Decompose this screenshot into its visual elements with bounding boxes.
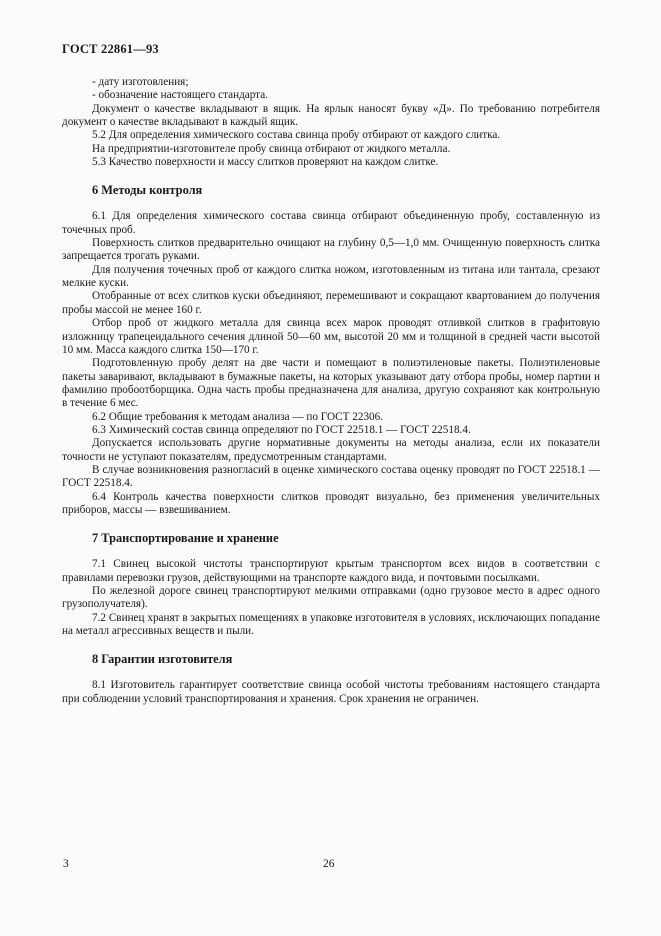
paragraph: 7.2 Свинец хранят в закрытых помещениях в упаковке изготовителя в условиях, исключающих попадание на металл агрессивных веществ и пыли. [62,611,600,638]
section-heading-7: 7 Транспортирование и хранение [92,531,279,546]
paragraph: 8.1 Изготовитель гарантирует соответствие свинца особой чистоты требованиям настоящего стандарта при соблюдении условий транспортирования и хранения. Срок хранения не ограничен. [62,679,600,705]
paragraph: Документ о качестве вкладывают в ящик. На ярлык наносят букву «Д». По требованию потребителя документ о качестве вкладывают в каждый ящик. [62,102,600,129]
page-number: 26 [323,858,335,870]
list-item: - обозначение настоящего стандарта. [92,89,268,102]
paragraph: 5.2 Для определения химического состава свинца пробу отбирают от каждого слитка. [92,129,501,142]
paragraph: В случае возникновения разногласий в оценке химического состава оценку проводят по ГОСТ 22518.1 — ГОСТ 22518.4. [62,463,600,490]
paragraph: Для получения точечных проб от каждого слитка ножом, изготовленным из титана или тантала, срезают мелкие куски. [62,263,600,290]
paragraph: 6.1 Для определения химического состава свинца отбирают объединенную пробу, составленную из точечных проб. [62,210,600,236]
footer-left-number: 3 [63,858,69,870]
paragraph: Отобранные от всех слитков куски объединяют, перемешивают и сокращают квартованием до получения пробы массой не менее 160 г. [62,290,600,316]
document-body [62,76,600,706]
list-item: - дату изготовления; [92,76,189,88]
paragraph: На предприятии-изготовителе пробу свинца отбирают от жидкого металла. [92,142,451,155]
paragraph: 6.3 Химический состав свинца определяют по ГОСТ 22518.1 — ГОСТ 22518.4. [92,423,471,436]
paragraph: 7.1 Свинец высокой чистоты транспортируют крытым транспортом всех видов в соответствии с правилами перевозки грузов, действующими на транспорте каждого вида, и почтовыми посылками. [62,558,600,584]
paragraph: 6.4 Контроль качества поверхности слитков проводят визуально, без применения увеличительных приборов, массы — взвешиванием. [62,490,600,516]
paragraph: 6.2 Общие требования к методам анализа — по ГОСТ 22306. [92,410,384,423]
document-code-header: ГОСТ 22861—93 [62,42,159,56]
paragraph: Допускается использовать другие нормативные документы на методы анализа, если их показатели точности не уступают показателям, предусмотренным стандартами. [62,437,600,463]
paragraph: Подготовленную пробу делят на две части и помещают в полиэтиленовые пакеты. Полиэтиленовые пакеты заваривают, вкладывают в бумажные пакеты, на которых указывают дату отбора пробы, номер партии и фамилию пробоотборщика. Одна часть пробы предназначена для анализа, другую сохраняют как контрольную в течение 6 мес. [62,357,600,410]
paragraph: Отбор проб от жидкого металла для свинца всех марок проводят отливкой слитков в графитовую изложницу трапецеидального сечения длиной 50—60 мм, высотой 20 мм и толщиной в средней части высотой 10 мм. Масса каждого слитка 150—170 г. [62,317,600,356]
section-heading-8: 8 Гарантии изготовителя [92,652,233,667]
paragraph: 5.3 Качество поверхности и массу слитков проверяют на каждом слитке. [92,156,439,169]
paragraph: Поверхность слитков предварительно очищают на глубину 0,5—1,0 мм. Очищенную поверхность слитка запрещается трогать руками. [62,237,600,263]
paragraph: По железной дороге свинец транспортируют мелкими отправками (одно грузовое место в адрес одного грузополучателя). [62,585,600,611]
section-heading-6: 6 Методы контроля [92,183,203,198]
